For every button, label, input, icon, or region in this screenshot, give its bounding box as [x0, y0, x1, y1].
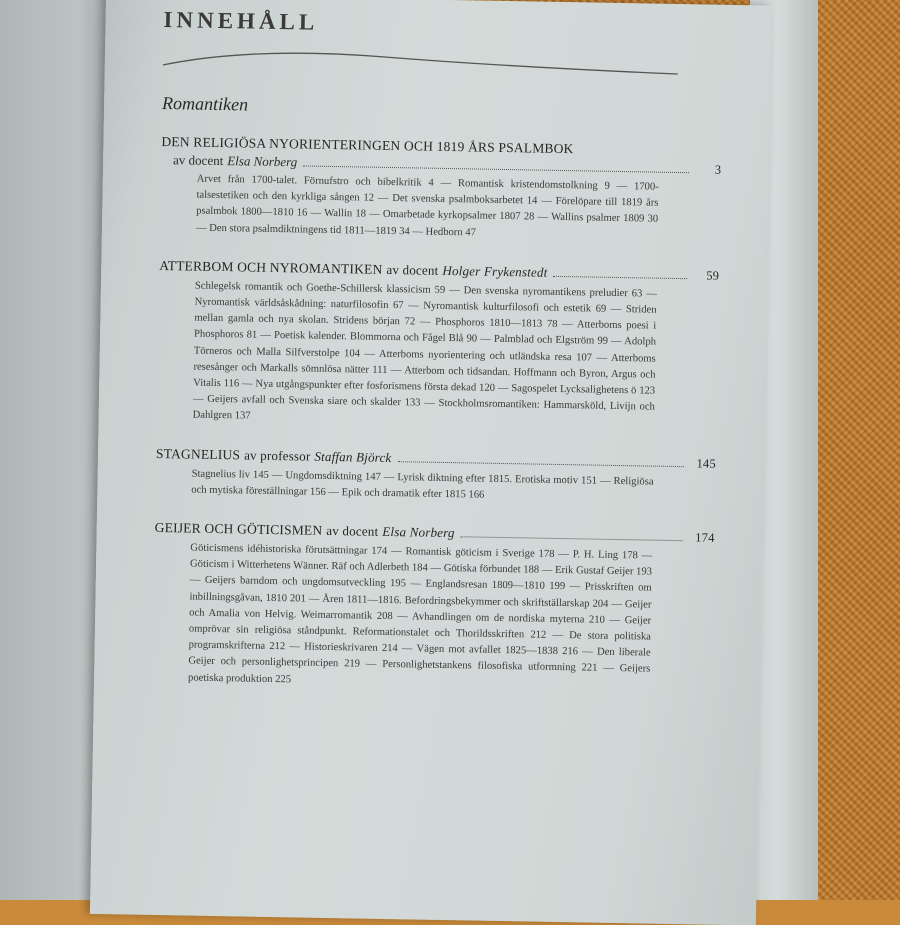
section-title: Romantiken: [161, 92, 249, 115]
entry-summary: Göticismens idéhistoriska förutsättningar 174 — Romantisk göticism i Sverige 178 — P. H. Ling 178 — Göticism i Witterhetens Wänner. Räf och Adlerbeth 184 — Götiska förbundet 188 — Erik Gustaf Geijer 193 — Geijers barndom och ungdomsutveckling 195 — Englandsresan 1809—1810 199 — Prisskriften om inbillningsgåvan, 1810 201 — Åren 1811—1816. Befordringsbekymmer och skriftställarskap 204 — Geijer och Amalia von Helvig. Weimarromantik 208 — Avhandlingen om de nordiska myterna 210 — Geijer omprövar sin religiösa ståndpunkt. Reformationstalet och Thorildsskriften 212 — De stora politiska programskrifterna 212 — Historieskrivaren 214 — Vägen mot avfallet 1825—1838 216 — Den liberale Geijer och personlighetsprincipen 219 — Personlighetstankens filosofiska utformning 221 — Geijers poetiska produktion 225: [187, 542, 653, 686]
author-name: Elsa Norberg: [382, 523, 455, 541]
dot-leader: [397, 461, 683, 467]
author-prefix: av professor: [244, 447, 311, 464]
toc-content: [152, 3, 724, 696]
decorative-rule: [163, 43, 683, 82]
toc-entry: [152, 518, 715, 696]
author-name: Staffan Björck: [314, 448, 392, 465]
page-title: INNEHÅLL: [163, 7, 319, 35]
entry-title-text: GEIJER OCH GÖTICISMEN: [154, 519, 323, 538]
dot-leader: [553, 276, 687, 279]
toc-entry: [160, 132, 722, 246]
author-prefix: av docent: [172, 152, 224, 169]
book-page: [90, 0, 772, 925]
entry-summary: Arvet från 1700-talet. Förnufstro och bibelkritik 4 — Romantisk kristendomstolkning 9 — 1700-talsestetiken och den kyrkliga sången 12 — Det svenska psalmboksarbetet 14 — Förelöpare till 1819 års psalmbok 1800—1810 16 — Wallin 18 — Omarbetade kyrkopsalmer 1807 28 — Wallins psalmer 1809 30 — Den stora psalmdiktningens tid 1811—1819 34 — Hedborn 47: [195, 173, 659, 239]
entry-title-text: STAGNELIUS: [155, 445, 241, 463]
page-number: 3: [714, 162, 722, 177]
entry-summary: Stagnelius liv 145 — Ungdomsdiktning 147 — Lyrisk diktning efter 1815. Erotiska motiv 151 — Religiösa och mytiska föreställningar 156 — Epik och dramatik efter 1815 166: [191, 468, 654, 501]
page-number: 59: [706, 268, 720, 283]
author-prefix: av docent: [386, 261, 439, 278]
page-number: 145: [696, 456, 717, 471]
author-name: Elsa Norberg: [227, 153, 298, 170]
toc-entry: [157, 256, 720, 434]
toc-entry: [155, 444, 716, 508]
entry-title-text: ATTERBOM OCH NYROMANTIKEN: [159, 257, 383, 277]
entry-title-text: DEN RELIGIÖSA NYORIENTERINGEN OCH 1819 ÅRS PSALMBOK: [161, 133, 574, 157]
author-name: Holger Frykenstedt: [442, 262, 548, 280]
page-number: 174: [695, 530, 715, 545]
entry-summary: Schlegelsk romantik och Goethe-Schillersk klassicism 59 — Den svenska nyromantikens preludier 63 — Nyromantisk världsåskådning: naturfilosofin 67 — Nyromantisk kulturfilosofi och estetik 69 — Striden mellan gamla och nya skolan. Stridens början 72 — Phosphoros 1810—1813 78 — Atterboms poesi i Phosphoros 81 — Poetisk kalender. Blommorna och Fågel Blå 90 — Palmblad och Elgström 99 — Adolph Törneros och Malla Silfverstolpe 104 — Atterboms nyorientering och utländska resa 107 — Atterboms resesånger och Markalls sömnlösa nätter 111 — Atterbom och tidsandan. Hoffmann och Byron, Argus och Vitalis 116 — Nya utgångspunkter efter fosforismens första dekad 120 — Sagospelet Lycksalighetens ö 123 — Geijers avfall och Svenska siare och skalder 133 — Stockholmsromantiken: Hammarsköld, Livijn och Dahlgren 137: [192, 280, 657, 423]
author-prefix: av docent: [326, 522, 379, 539]
dot-leader: [461, 536, 683, 541]
dot-leader: [303, 165, 689, 173]
